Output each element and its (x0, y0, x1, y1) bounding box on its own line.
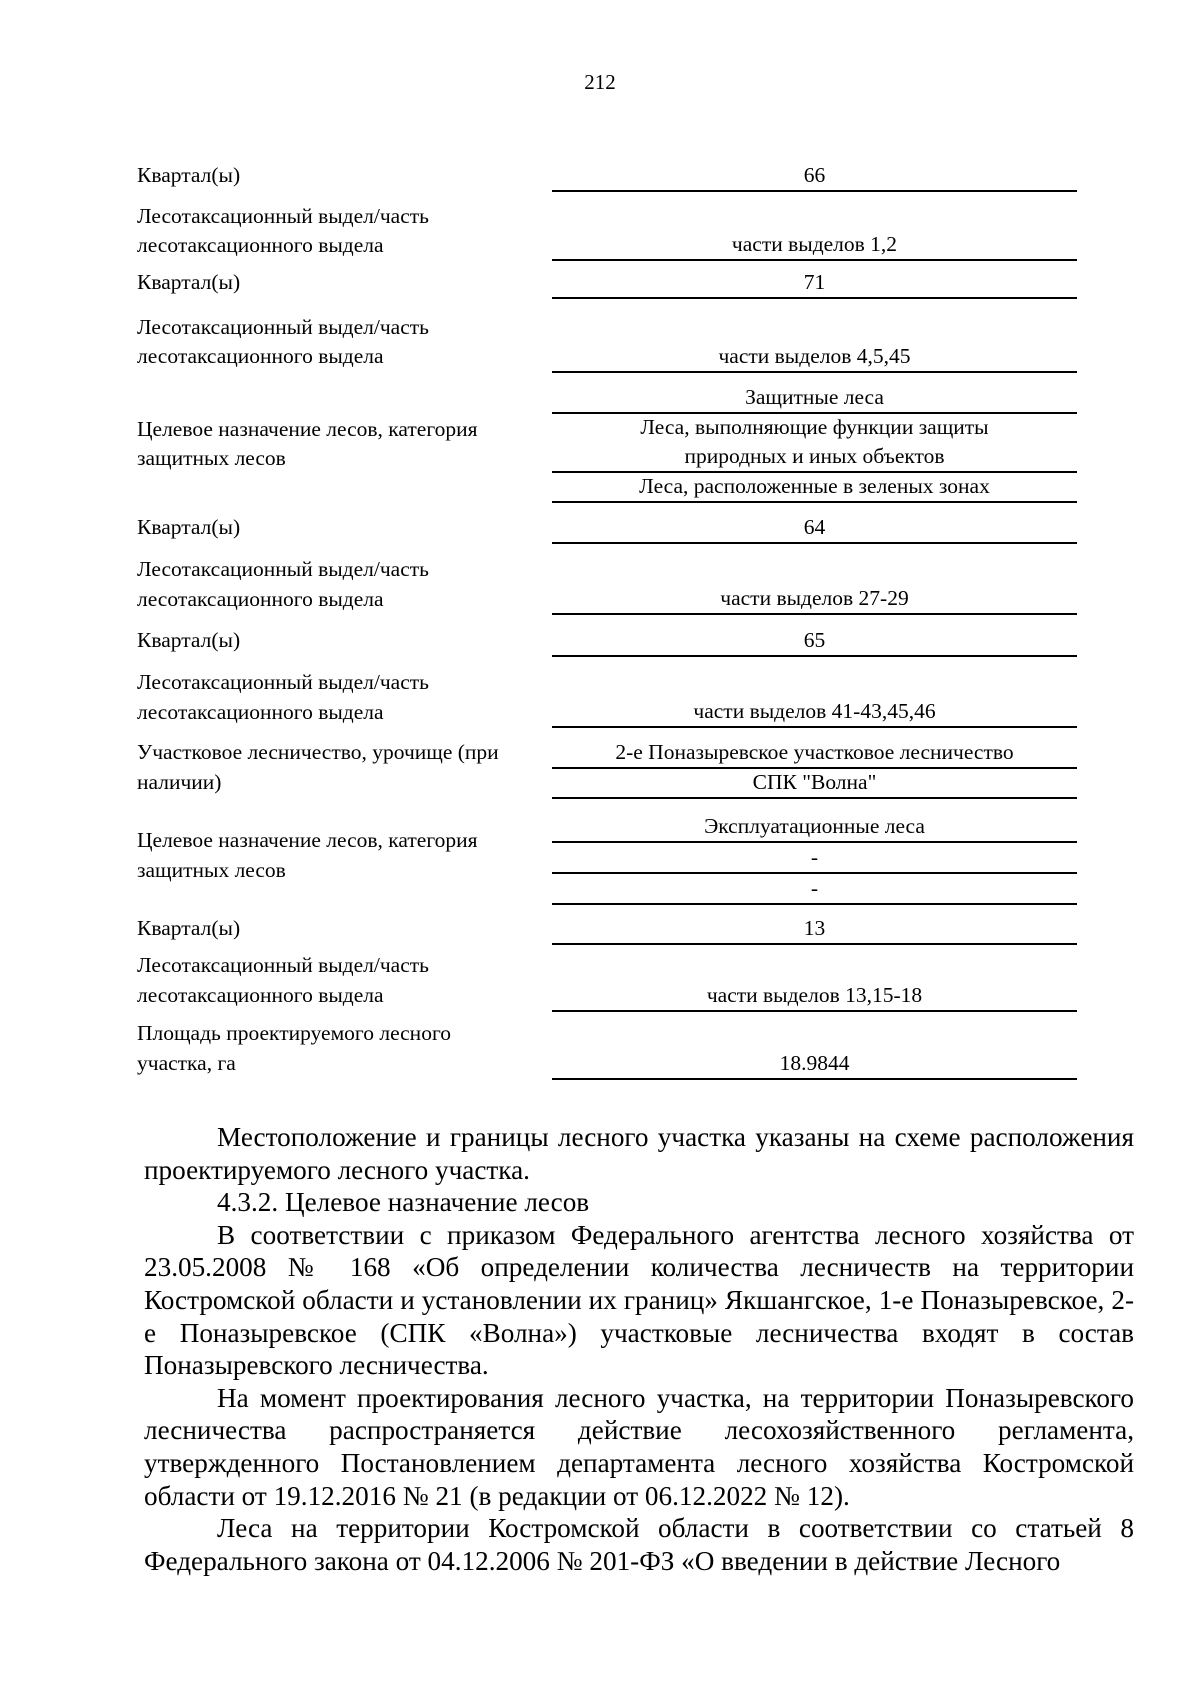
value-vydel: части выделов 13,15-18 (552, 980, 1077, 1012)
paragraph-location: Местоположение и границы лесного участка указаны на схеме расположения проектируемого лесного участка. (144, 1122, 1134, 1185)
label-forestry-line1: Участковое лесничество, урочище (при (137, 740, 499, 764)
value-quarter: 65 (552, 625, 1077, 657)
value-vydel: части выделов 27-29 (552, 583, 1077, 615)
label-vydel-line2: лесотаксационного выдела (137, 983, 384, 1007)
paragraph-forests: Леса на территории Костромской области в соответствии со статьей 8 Федерального закона от 04.12.2006 № 201-ФЗ «О введении в действие Лесного (144, 1513, 1134, 1576)
label-forestry-line2: наличии) (137, 770, 222, 794)
label-vydel-line1: Лесотаксационный выдел/часть (137, 953, 429, 977)
value-quarter: 66 (552, 160, 1077, 192)
label-vydel-line2: лесотаксационного выдела (137, 233, 384, 257)
page-number: 212 (584, 70, 616, 94)
value-vydel: части выделов 41-43,45,46 (552, 696, 1077, 728)
value-tract: СПК "Волна" (552, 767, 1077, 799)
value-quarter: 71 (552, 267, 1077, 299)
label-quarter: Квартал(ы) (137, 916, 241, 940)
value-purpose-main: Эксплуатационные леса (552, 811, 1077, 843)
label-area-line2: участка, га (137, 1051, 236, 1075)
label-purpose-line1: Целевое назначение лесов, категория (137, 417, 478, 441)
label-vydel-line2: лесотаксационного выдела (137, 700, 384, 724)
label-purpose-line2: защитных лесов (137, 446, 286, 470)
value-purpose-main: Защитные леса (552, 382, 1077, 414)
value-purpose-sub-line1: Леса, выполняющие функции защиты (640, 415, 989, 439)
label-quarter: Квартал(ы) (137, 515, 241, 539)
paragraph-order: В соответствии с приказом Федерального агентства лесного хозяйства от 23.05.2008 № 168 «Об определении количества лесничеств на территории Костромской области и установлении их границ» Якшангское, 1-е Поназыревское, 2-е Поназыревское (СПК «Волна») участковые лесничества входят в состав Поназыревского лесничества. (144, 1219, 1134, 1381)
label-purpose-line2: защитных лесов (137, 858, 286, 882)
label-vydel-line1: Лесотаксационный выдел/часть (137, 315, 429, 339)
value-purpose-sub2: - (552, 873, 1077, 905)
paragraph-regulation: На момент проектирования лесного участка, на территории Поназыревского лесничества распространяется действие лесохозяйственного регламента, утвержденного Постановлением департамента лесного хозяйства Костромской области от 19.12.2016 № 21 (в редакции от 06.12.2022 № 12). (144, 1382, 1134, 1511)
value-purpose-sub-line2: природных и иных объектов (552, 441, 1077, 473)
label-vydel-line1: Лесотаксационный выдел/часть (137, 557, 429, 581)
value-quarter: 64 (552, 512, 1077, 544)
value-purpose-sub: - (552, 842, 1077, 874)
value-vydel: части выделов 4,5,45 (552, 341, 1077, 373)
label-vydel-line1: Лесотаксационный выдел/часть (137, 670, 429, 694)
value-purpose-sub2: Леса, расположенные в зеленых зонах (552, 471, 1077, 503)
label-quarter: Квартал(ы) (137, 163, 241, 187)
value-quarter: 13 (552, 913, 1077, 945)
label-vydel-line2: лесотаксационного выдела (137, 587, 384, 611)
section-heading: 4.3.2. Целевое назначение лесов (217, 1187, 590, 1218)
body-text (144, 1121, 1134, 1577)
label-quarter: Квартал(ы) (137, 628, 241, 652)
label-purpose-line1: Целевое назначение лесов, категория (137, 828, 478, 852)
label-vydel-line2: лесотаксационного выдела (137, 344, 384, 368)
value-area: 18.9844 (552, 1048, 1077, 1080)
label-quarter: Квартал(ы) (137, 270, 241, 294)
value-vydel: части выделов 1,2 (552, 229, 1077, 261)
value-forestry: 2-е Поназыревское участковое лесничество (552, 737, 1077, 769)
label-area-line1: Площадь проектируемого лесного (137, 1021, 451, 1045)
label-vydel-line1: Лесотаксационный выдел/часть (137, 204, 429, 228)
